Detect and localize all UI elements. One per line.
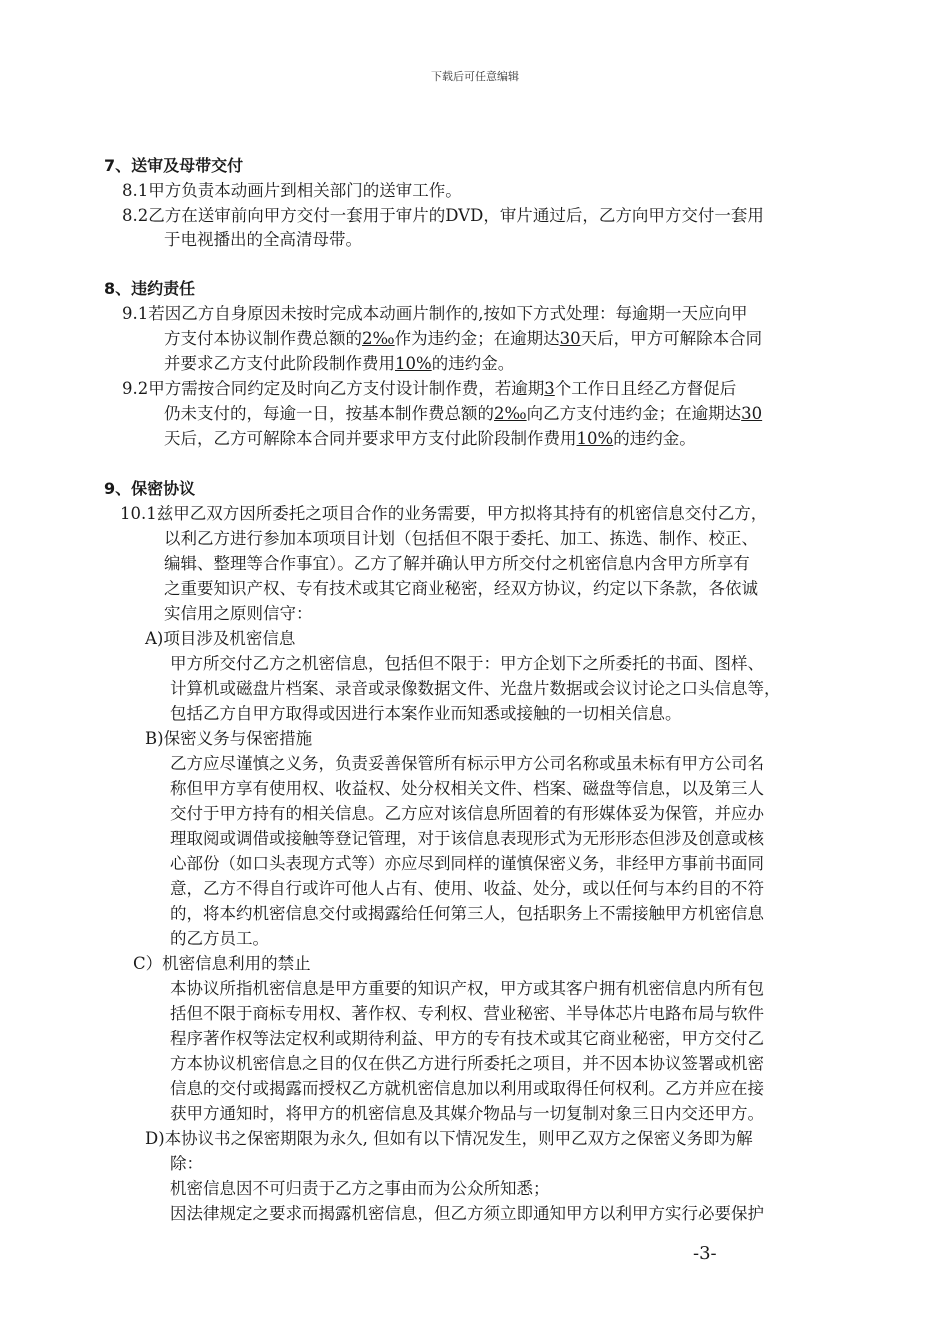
subclause-c-line-6: 获甲方通知时，将甲方的机密信息及其媒介物品与一切复制对象三日内交还甲方。 xyxy=(170,1104,764,1123)
clause-8-1: 8.1甲方负责本动画片到相关部门的送审工作。 xyxy=(122,181,462,200)
subclause-d-line-3: 机密信息因不可归责于乙方之事由而为公众所知悉； xyxy=(170,1179,550,1198)
penalty-rate: 2‰ xyxy=(494,404,527,423)
subclause-b-line-1: 乙方应尽谨慎之义务，负责妥善保管所有标示甲方公司名称或虽未标有甲方公司名 xyxy=(170,754,764,773)
subclause-c-line-3: 程序著作权等法定权利或期待利益、甲方的专有技术或其它商业秘密，甲方交付乙 xyxy=(170,1029,764,1048)
clause-10-1-line-4: 之重要知识产权、专有技术或其它商业秘密，经双方协议，约定以下条款，各依诚 xyxy=(164,579,758,598)
clause-8-2-line-2: 于电视播出的全高清母带。 xyxy=(164,230,362,249)
subclause-b-line-2: 称但甲方享有使用权、收益权、处分权相关文件、档案、磁盘等信息，以及第三人 xyxy=(170,779,764,798)
clause-10-1-line-5: 实信用之原则信守： xyxy=(164,604,313,623)
text-run: 仍未支付的，每逾一日，按基本制作费总额的 xyxy=(164,404,494,423)
text-run: 的违约金。 xyxy=(613,429,696,448)
overdue-days: 30 xyxy=(741,404,763,423)
text-run: 方支付本协议制作费总额的 xyxy=(164,329,362,348)
subclause-b-line-8: 的乙方员工。 xyxy=(170,929,269,948)
text-run: 作为违约金；在逾期达 xyxy=(394,329,560,348)
subclause-a-line-3: 包括乙方自甲方取得或因进行本案作业而知悉或接触的一切相关信息。 xyxy=(170,704,682,723)
workdays: 3 xyxy=(544,379,555,398)
penalty-rate: 2‰ xyxy=(362,329,395,348)
subclause-b-title: B)保密义务与保密措施 xyxy=(145,729,313,748)
section-9-heading: 9、保密协议 xyxy=(104,479,196,498)
subclause-a-line-2: 计算机或磁盘片档案、录音或录像数据文件、光盘片数据或会议讨论之口头信息等， xyxy=(170,679,781,698)
subclause-c-line-5: 信息的交付或揭露而授权乙方就机密信息加以利用或取得任何权利。乙方并应在接 xyxy=(170,1079,764,1098)
text-run: 个工作日且经乙方督促后 xyxy=(554,379,737,398)
subclause-b-line-3: 交付于甲方持有的相关信息。乙方应对该信息所固着的有形媒体妥为保管，并应办 xyxy=(170,804,764,823)
clause-10-1-line-2: 以利乙方进行参加本项项目计划（包括但不限于委托、加工、拣选、制作、校正、 xyxy=(164,529,758,548)
text-run: 的违约金。 xyxy=(431,354,515,373)
subclause-c-title: C）机密信息利用的禁止 xyxy=(133,954,311,973)
text-run: 并要求乙方支付此阶段制作费用 xyxy=(164,354,395,373)
text-run: 天后，乙方可解除本合同并要求甲方支付此阶段制作费用 xyxy=(164,429,577,448)
subclause-c-line-1: 本协议所指机密信息是甲方重要的知识产权，甲方或其客户拥有机密信息内所有包 xyxy=(170,979,764,998)
overdue-days: 30 xyxy=(559,329,581,348)
clause-10-1-line-3: 编辑、整理等合作事宜）。乙方了解并确认甲方所交付之机密信息内含甲方所享有 xyxy=(164,554,750,573)
subclause-b-line-5: 心部份（如口头表现方式等）亦应尽到同样的谨慎保密义务，非经甲方事前书面同 xyxy=(170,854,764,873)
penalty-percent: 10% xyxy=(576,429,614,448)
subclause-b-line-6: 意，乙方不得自行或许可他人占有、使用、收益、处分，或以任何与本约目的不符 xyxy=(170,879,764,898)
clause-9-2-line-1 xyxy=(122,375,736,399)
subclause-a-line-1: 甲方所交付乙方之机密信息，包括但不限于：甲方企划下之所委托的书面、图样、 xyxy=(170,654,764,673)
subclause-d-line-2: 除： xyxy=(170,1154,203,1173)
subclause-d-title: D)本协议书之保密期限为永久, 但如有以下情况发生，则甲乙双方之保密义务即为解 xyxy=(145,1129,753,1148)
subclause-a-title: A)项目涉及机密信息 xyxy=(145,629,296,648)
clause-9-1-line-3 xyxy=(164,350,514,374)
penalty-percent: 10% xyxy=(395,354,432,373)
page-header-note: 下载后可任意编辑 xyxy=(431,70,519,83)
clause-9-2-line-2 xyxy=(164,400,762,424)
clause-9-1-line-2 xyxy=(164,325,762,349)
text-run: 天后，甲方可解除本合同 xyxy=(580,329,763,348)
clause-9-2-line-3 xyxy=(164,425,696,449)
section-8-heading: 8、违约责任 xyxy=(104,279,196,298)
text-run: 9.2甲方需按合同约定及时向乙方支付设计制作费，若逾期 xyxy=(122,379,545,398)
page-number: -3- xyxy=(693,1243,717,1264)
text-run: 向乙方支付违约金；在逾期达 xyxy=(526,404,742,423)
clause-9-1-line-1: 9.1若因乙方自身原因未按时完成本动画片制作的,按如下方式处理：每逾期一天应向甲 xyxy=(122,304,748,323)
subclause-c-line-4: 方本协议机密信息之目的仅在供乙方进行所委托之项目，并不因本协议签署或机密 xyxy=(170,1054,764,1073)
subclause-b-line-4: 理取阅或调借或接触等登记管理，对于该信息表现形式为无形形态但涉及创意或核 xyxy=(170,829,764,848)
subclause-b-line-7: 的，将本约机密信息交付或揭露给任何第三人，包括职务上不需接触甲方机密信息 xyxy=(170,904,764,923)
clause-8-2-line-1: 8.2乙方在送审前向甲方交付一套用于审片的DVD，审片通过后，乙方向甲方交付一套用 xyxy=(122,206,764,225)
clause-10-1-line-1: 10.1兹甲乙双方因所委托之项目合作的业务需要，甲方拟将其持有的机密信息交付乙方， xyxy=(120,504,768,523)
subclause-d-line-4: 因法律规定之要求而揭露机密信息，但乙方须立即通知甲方以利甲方实行必要保护 xyxy=(170,1204,764,1223)
section-7-heading: 7、送审及母带交付 xyxy=(104,156,244,175)
subclause-c-line-2: 括但不限于商标专用权、著作权、专利权、营业秘密、半导体芯片电路布局与软件 xyxy=(170,1004,764,1023)
